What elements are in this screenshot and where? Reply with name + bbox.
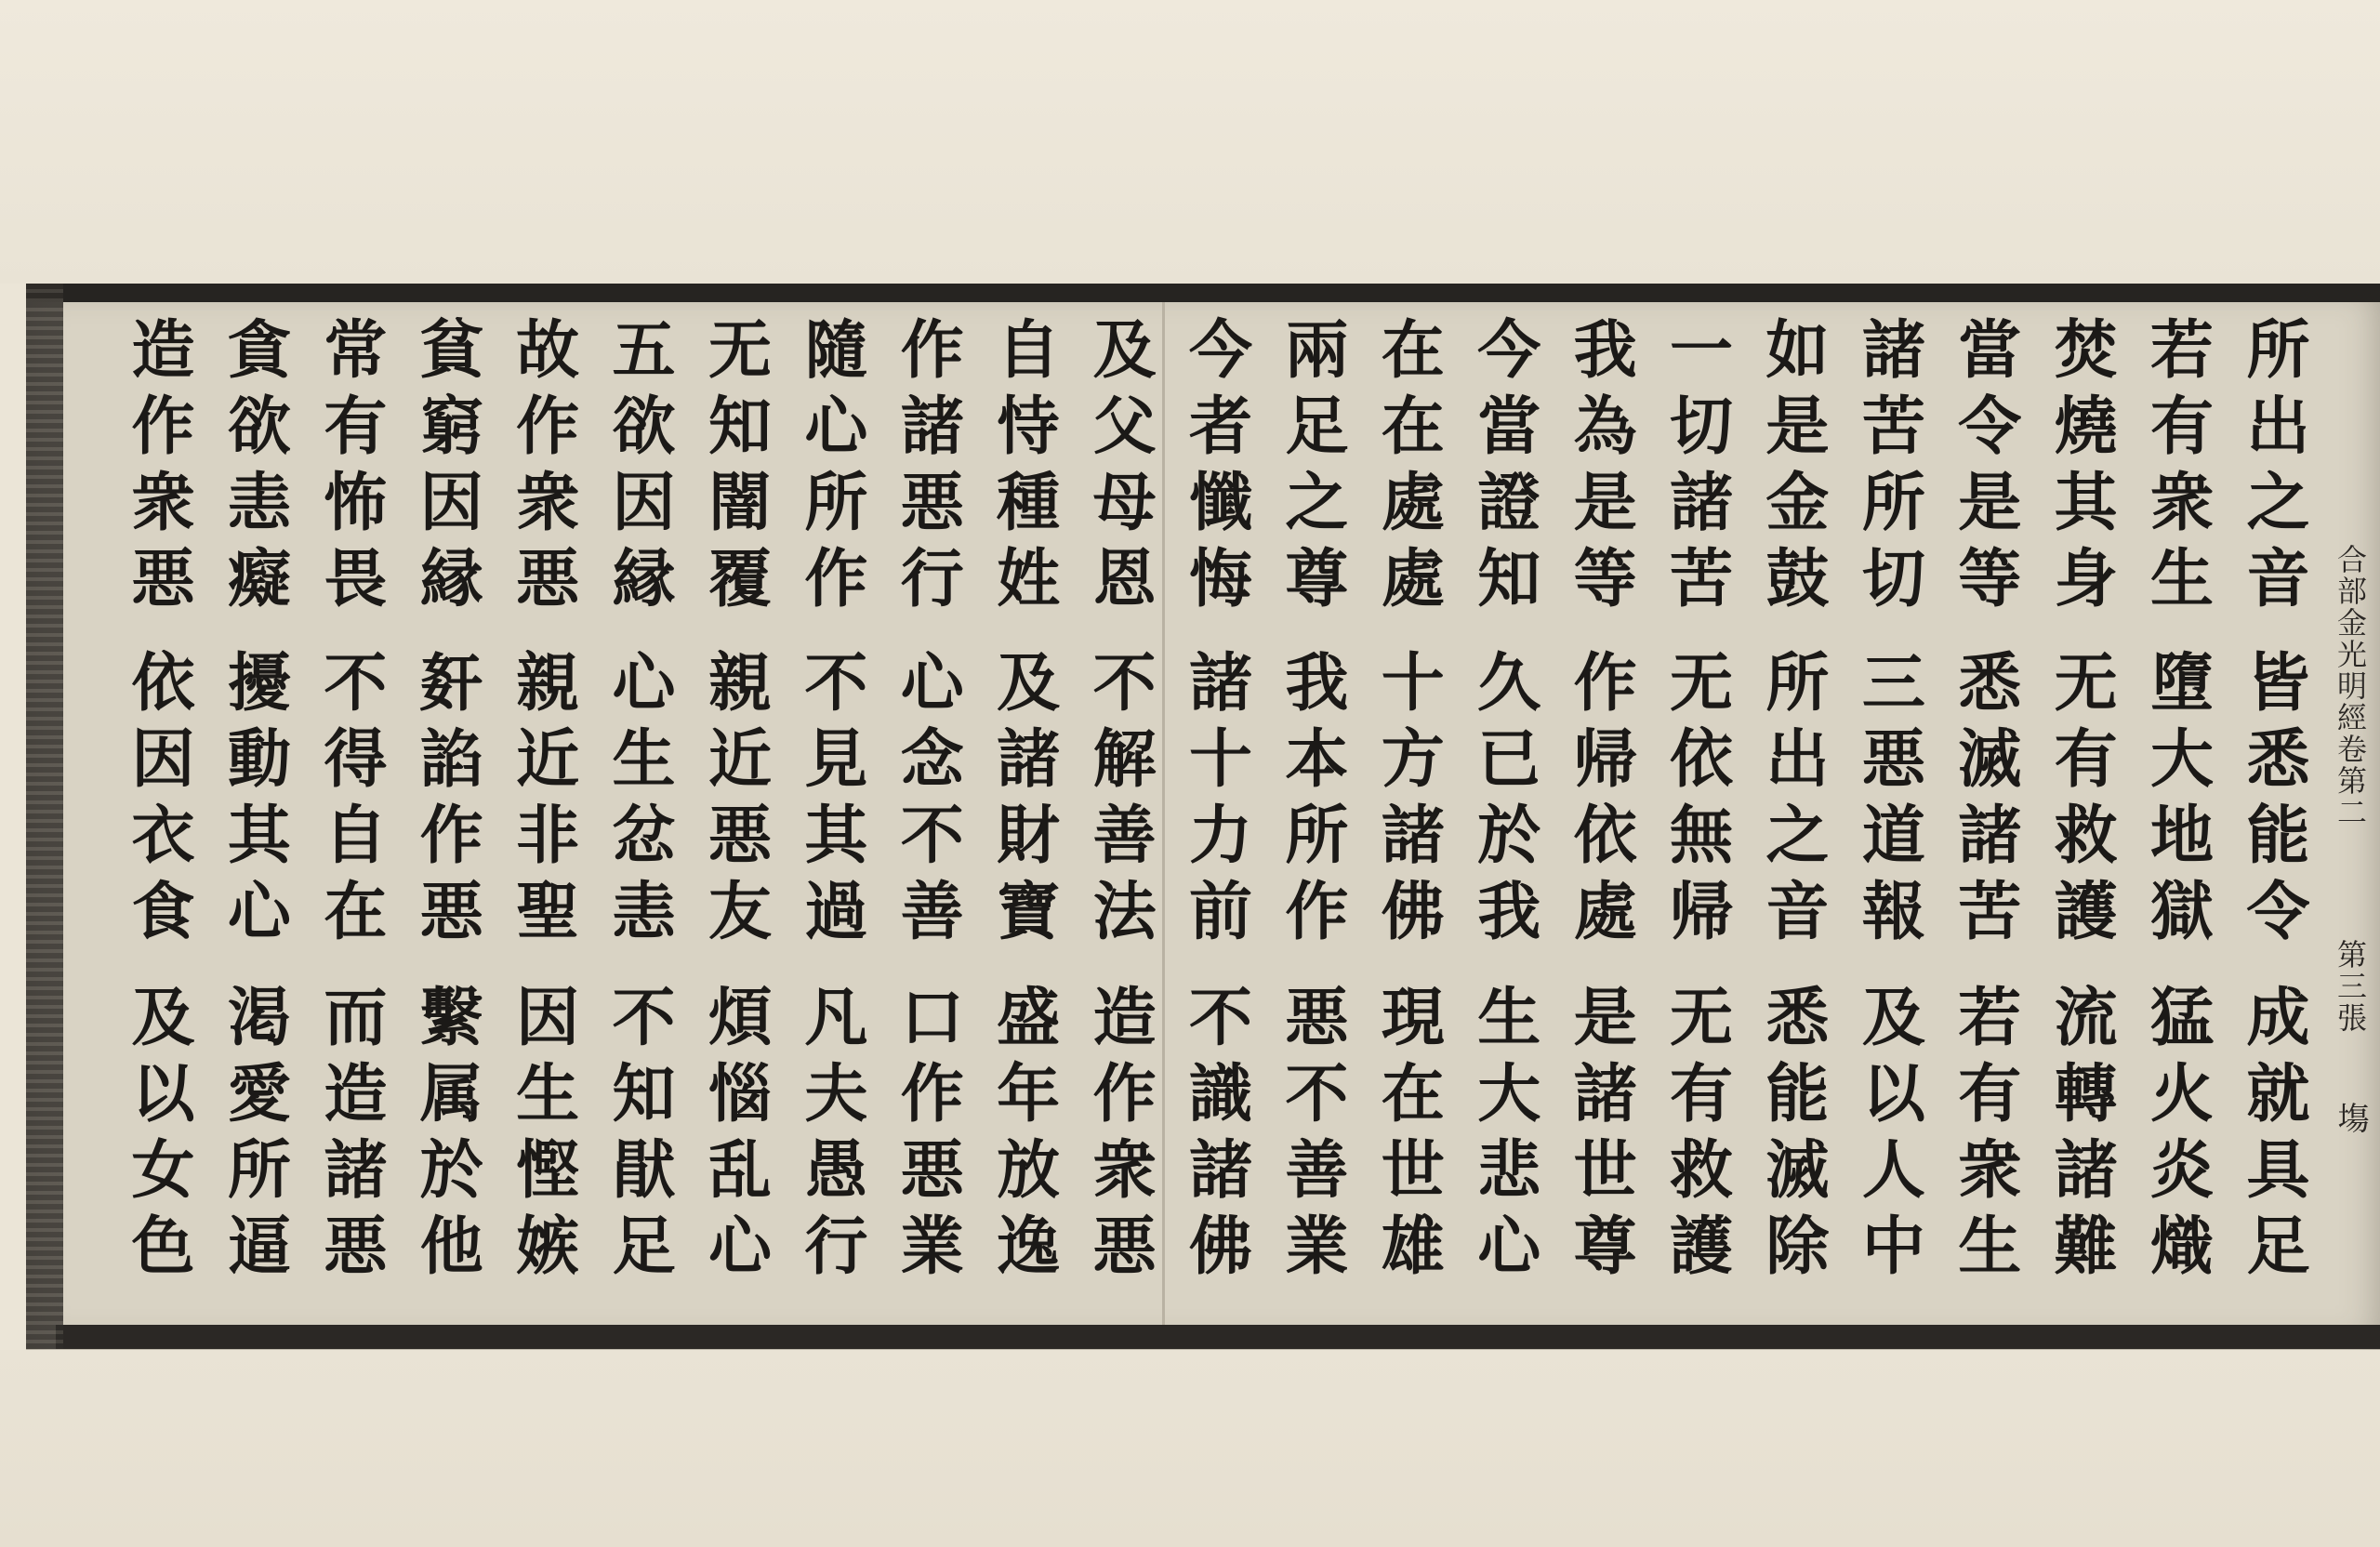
print-border-top bbox=[26, 284, 2380, 302]
verse-phrase: 今當證知 bbox=[1466, 316, 1541, 621]
text-column-15 bbox=[880, 316, 973, 1316]
verse-phrase: 及父母恩 bbox=[1082, 316, 1157, 621]
verse-phrase: 心生忿恚 bbox=[602, 649, 677, 954]
lower-page-margin bbox=[0, 1350, 2380, 1547]
verse-phrase: 皆悉能令 bbox=[2235, 649, 2310, 954]
verse-phrase: 猛火炎熾 bbox=[2139, 984, 2215, 1289]
verse-phrase: 成就具足 bbox=[2235, 984, 2310, 1289]
verse-phrase: 无有救護 bbox=[2043, 649, 2119, 954]
verse-phrase: 渇愛所逼 bbox=[217, 984, 292, 1289]
text-column-12 bbox=[1169, 316, 1262, 1316]
margin-mark: 塲 bbox=[2332, 1102, 2369, 1133]
verse-phrase: 作諸悪行 bbox=[890, 316, 965, 621]
verse-phrase: 所出之音 bbox=[1754, 649, 1830, 954]
text-column-3 bbox=[2034, 316, 2127, 1316]
verse-phrase: 口作悪業 bbox=[890, 984, 965, 1289]
verse-phrase: 若有衆生 bbox=[1947, 984, 2022, 1289]
verse-phrase: 作帰依處 bbox=[1563, 649, 1638, 954]
text-column-6 bbox=[1746, 316, 1839, 1316]
text-column-23 bbox=[112, 316, 205, 1316]
text-column-4 bbox=[1938, 316, 2031, 1316]
text-column-8 bbox=[1554, 316, 1646, 1316]
verse-phrase: 親近悪友 bbox=[697, 649, 773, 954]
print-border-bottom bbox=[56, 1325, 2380, 1349]
verse-phrase: 不識諸佛 bbox=[1178, 984, 1253, 1289]
text-column-17 bbox=[688, 316, 781, 1316]
margin-sutra-title: 合部金光明經卷第二 bbox=[2333, 544, 2368, 828]
verse-phrase: 及諸財寶 bbox=[985, 649, 1061, 954]
text-column-20 bbox=[400, 316, 493, 1316]
text-column-7 bbox=[1650, 316, 1743, 1316]
verse-phrase: 不解善法 bbox=[1082, 649, 1157, 954]
verse-phrase: 悪不善業 bbox=[1274, 984, 1349, 1289]
verse-phrase: 无知闇覆 bbox=[697, 316, 773, 621]
print-border-left bbox=[26, 284, 63, 1349]
verse-phrase: 不得自在 bbox=[312, 649, 388, 954]
verse-phrase: 煩惱乱心 bbox=[697, 984, 773, 1289]
text-column-22 bbox=[207, 316, 300, 1316]
verse-phrase: 我本所作 bbox=[1274, 649, 1349, 954]
verse-phrase: 在在處處 bbox=[1370, 316, 1446, 621]
verse-phrase: 一切諸苦 bbox=[1659, 316, 1734, 621]
verse-phrase: 兩足之尊 bbox=[1274, 316, 1349, 621]
verse-phrase: 不見其過 bbox=[793, 649, 868, 954]
text-column-11 bbox=[1265, 316, 1358, 1316]
verse-phrase: 隨心所作 bbox=[793, 316, 868, 621]
verse-phrase: 親近非聖 bbox=[505, 649, 580, 954]
verse-phrase: 无依無帰 bbox=[1659, 649, 1734, 954]
verse-phrase: 今者懺悔 bbox=[1178, 316, 1253, 621]
verse-phrase: 貧窮因縁 bbox=[409, 316, 484, 621]
verse-phrase: 姧諂作悪 bbox=[409, 649, 484, 954]
text-column-16 bbox=[785, 316, 878, 1316]
verse-phrase: 故作衆悪 bbox=[505, 316, 580, 621]
verse-phrase: 不知猒足 bbox=[602, 984, 677, 1289]
verse-phrase: 焚燒其身 bbox=[2043, 316, 2119, 621]
verse-phrase: 心念不善 bbox=[890, 649, 965, 954]
verse-phrase: 貪欲恚癡 bbox=[217, 316, 292, 621]
verse-phrase: 諸十力前 bbox=[1178, 649, 1253, 954]
verse-phrase: 悉滅諸苦 bbox=[1947, 649, 2022, 954]
margin-sheet-number: 第三張 bbox=[2333, 939, 2368, 1034]
text-column-1 bbox=[2227, 316, 2320, 1316]
verse-phrase: 自恃種姓 bbox=[985, 316, 1061, 621]
text-column-13 bbox=[1073, 316, 1166, 1316]
verse-phrase: 五欲因縁 bbox=[602, 316, 677, 621]
verse-phrase: 三悪道報 bbox=[1851, 649, 1926, 954]
text-column-18 bbox=[592, 316, 685, 1316]
text-column-14 bbox=[977, 316, 1070, 1316]
verse-phrase: 常有怖畏 bbox=[312, 316, 388, 621]
verse-phrase: 及以女色 bbox=[121, 984, 195, 1289]
verse-phrase: 擾動其心 bbox=[217, 649, 292, 954]
verse-phrase: 造作衆悪 bbox=[1082, 984, 1157, 1289]
text-column-21 bbox=[304, 316, 397, 1316]
verse-phrase: 生大悲心 bbox=[1466, 984, 1541, 1289]
scripture-text bbox=[112, 316, 2320, 1316]
verse-phrase: 若有衆生 bbox=[2139, 316, 2215, 621]
verse-phrase: 久已於我 bbox=[1466, 649, 1541, 954]
verse-phrase: 墮大地獄 bbox=[2139, 649, 2215, 954]
verse-phrase: 而造諸悪 bbox=[312, 984, 388, 1289]
verse-phrase: 造作衆悪 bbox=[121, 316, 195, 621]
text-column-9 bbox=[1458, 316, 1551, 1316]
verse-phrase: 所出之音 bbox=[2235, 316, 2310, 621]
verse-phrase: 如是金鼓 bbox=[1754, 316, 1830, 621]
verse-phrase: 依因衣食 bbox=[121, 649, 195, 954]
upper-page-margin bbox=[0, 0, 2380, 284]
verse-phrase: 盛年放逸 bbox=[985, 984, 1061, 1289]
text-column-10 bbox=[1361, 316, 1454, 1316]
text-column-2 bbox=[2131, 316, 2224, 1316]
verse-phrase: 繫属於他 bbox=[409, 984, 484, 1289]
verse-phrase: 因生慳嫉 bbox=[505, 984, 580, 1289]
verse-phrase: 无有救護 bbox=[1659, 984, 1734, 1289]
verse-phrase: 我為是等 bbox=[1563, 316, 1638, 621]
verse-phrase: 諸苦所切 bbox=[1851, 316, 1926, 621]
verse-phrase: 凡夫愚行 bbox=[793, 984, 868, 1289]
verse-phrase: 十方諸佛 bbox=[1370, 649, 1446, 954]
verse-phrase: 是諸世尊 bbox=[1563, 984, 1638, 1289]
verse-phrase: 流轉諸難 bbox=[2043, 984, 2119, 1289]
text-column-5 bbox=[1842, 316, 1935, 1316]
verse-phrase: 當令是等 bbox=[1947, 316, 2022, 621]
verse-phrase: 現在世雄 bbox=[1370, 984, 1446, 1289]
text-column-19 bbox=[496, 316, 589, 1316]
verse-phrase: 悉能滅除 bbox=[1754, 984, 1830, 1289]
verse-phrase: 及以人中 bbox=[1851, 984, 1926, 1289]
